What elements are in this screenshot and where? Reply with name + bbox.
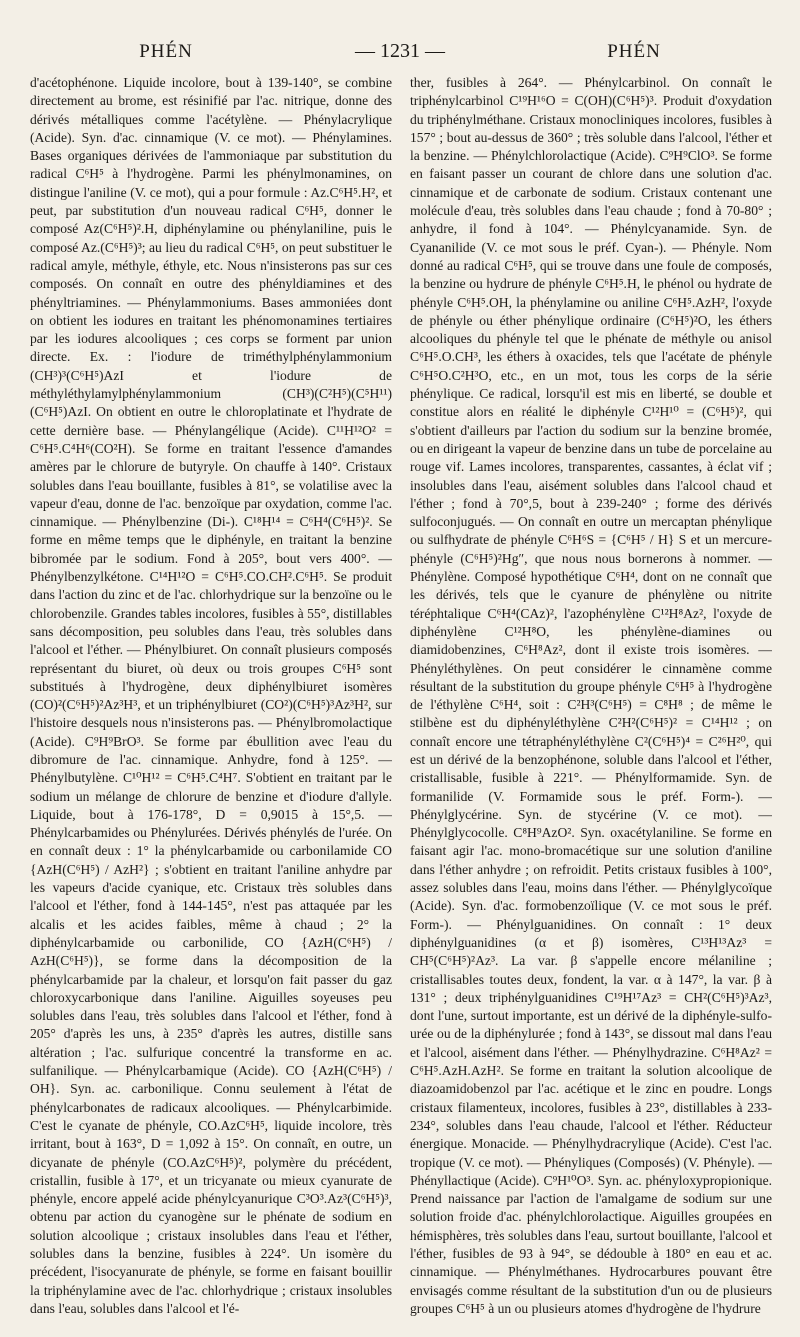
page-number: — 1231 — [355, 40, 445, 62]
left-column [30, 74, 392, 1319]
right-column-text: ther, fusibles à 264°. — Phénylcarbinol. On connaît le triphénylcarbinol C¹⁹H¹⁶O = C(OH)(C⁶H⁵)³. Produit d'oxydation du triphénylméthane. Cristaux monocliniques incolores, fusibles à 157° ; bout au-dessus de 360° ; très soluble dans l'alcool, l'éther et la benzine. — Phénylchlorolactique (Acide). C⁹H⁹ClO³. Se forme en faisant passer un courant de chlore dans une solution d'ac. cinnamique et de carbonate de sodium. Cristaux contenant une molécule d'eau, très solubles dans l'eau chaude ; fond à 70-80° ; anhydre, il fond à 104°. — Phénylcyanamide. Syn. de Cyananilide (V. ce mot sous le préf. Cyan-). — Phényle. Nom donné au radical C⁶H⁵, qui se trouve dans une foule de composés, la benzine ou hydrure de phényle C⁶H⁵.H, le phénol ou hydrate de phényle C⁶H⁵.OH, la phénylamine ou aniline C⁶H⁵.AzH², l'oxyde de phényle ou éther phénylique ordinaire (C⁶H⁵)²O, les éthers alcooliques du phényle tel que le phénate de méthyle ou anisol C⁶H⁵.O.CH³, les éthers à oxacides, tels que l'acétate de phényle C⁶H⁵O.C²H³O, etc., en un mot, tous les corps de la série phénylique. Ce radical, lorsqu'il est mis en liberté, se double et constitue alors en réalité le diphényle C¹²H¹⁰ = (C⁶H⁵)², qui s'obtient d'ailleurs par l'action du sodium sur la benzine bromée, ou en dirigeant la vapeur de benzine dans un tube de porcelaine au rouge vif. Lames incolores, transparentes, cassantes, à éclat vif ; insolubles dans l'eau, aisément solubles dans l'alcool chaud et l'éther ; fond à 70°,5, bout à 239-240° ; forme des dérivés sulfoconjugués. — On connaît en outre un mercaptan phénylique ou sulfhydrate de phényle C⁶H⁶S = {C⁶H⁵ / H} S et un mercure-phényle (C⁶H⁵)²Hg″, que nous nous bornerons à nommer. — Phénylène. Composé hypothétique C⁶H⁴, dont on ne connaît que les dérivés, tels que le cyanure de phénylène ou nitrite téréphtalique C⁶H⁴(CAz)², l'azophénylène C¹²H⁸Az², l'oxyde de diphénylène C¹²H⁸O, les phénylène-diamines ou diamidobenzines, C⁶H⁸Az², dont il existe trois isomères. — Phényléthylènes. On peut considérer le cinnamène comme résultant de la substitution du groupe phényle C⁶H⁵ à l'hydrogène de l'éthylène C⁶H⁴, soit : C²H³(C⁶H⁵) = C⁸H⁸ ; de même le stilbène est du diphényléthylène C²H²(C⁶H⁵)² = C¹⁴H¹² ; on connaît encore une tétraphényléthylène C²(C⁶H⁵)⁴ = C²⁶H²⁰, qui est un dérivé de la benzophénone, soluble dans l'alcool et l'éther, cristallisable, fusible à 221°. — Phénylformamide. Syn. de formanilide (V. Formamide sous le préf. Form-). — Phénylglycérine. Syn. de stycérine (V. ce mot). — Phénylglycocolle. C⁸H⁹AzO². Syn. oxacétylaniline. Se forme en faisant agir l'ac. mono-bromacétique sur une solution d'aniline dans l'éther anhydre ; on refroidit. Petits cristaux fusibles à 100°, assez solubles dans l'eau, moins dans l'éther. — Phénylglycoïque (Acide). Syn. d'ac. formobenzoïlique (V. ce mot sous le préf. Form-). — Phénylguanidines. On connaît : 1° deux diphénylguanidines (α et β) isomères, C¹³H¹³Az³ = CH⁵(C⁶H⁵)²Az³. La var. β s'appelle encore mélaniline ; cristallisables toutes deux, fondent, la var. α à 147°, la var. β à 131° ; deux triphénylguanidines C¹⁹H¹⁷Az³ = CH²(C⁶H⁵)³Az³, dont l'une, surtout importante, est un dérivé de la diphényle-sulfo-urée ou de la diphénylurée ; fond à 143°, se dissout mal dans l'eau et l'alcool, aisément dans l'éther. — Phénylhydrazine. C⁶H⁸Az² = C⁶H⁵.AzH.AzH². Se forme en traitant la solution alcoolique de diazoamidobenzol par l'ac. acétique et le zinc en poudre. Longs cristaux filamenteux, incolores, fusibles à 23°, distillables à 233-234°, solubles dans l'eau chaude, l'alcool et l'éther. Réducteur énergique. Monacide. — Phénylhydracrylique (Acide). C'est l'ac. tropique (V. ce mot). — Phényliques (Composés) (V. Phényle). — Phényllactique (Acide). C⁹H¹⁰O³. Syn. ac. phényloxypropionique. Prend naissance par l'action de l'amalgame de sodium sur une solution froide d'ac. phénylchlorolactique. Aiguilles groupées en hémisphères, très solubles dans l'eau, surtout bouillante, l'alcool et l'éther, fusibles de 93 à 94°, se dédouble à 180° en eau et ac. cinnamique. — Phénylméthanes. Hydrocarbures pouvant être envisagés comme résultant de la substitution d'un ou de plusieurs groupes C⁶H⁵ à un ou plusieurs atomes d'hydrogène de l'hydrure [410, 75, 772, 1316]
left-column-text: d'acétophénone. Liquide incolore, bout à 139-140°, se combine directement au brome, est résinifié par l'ac. nitrique, donne des dérivés métalliques comme l'acétylène. — Phénylacrylique (Acide). Syn. d'ac. cinnamique (V. ce mot). — Phénylamines. Bases organiques dérivées de l'ammoniaque par substitution du radical C⁶H⁵ à l'hydrogène. Parmi les phénylmonamines, on distingue l'aniline (V. ce mot), qui a pour formule : Az.C⁶H⁵.H², et peut, par substitution d'un nouveau radical C⁶H⁵, donner le composé Az(C⁶H⁵)².H, diphénylamine ou phénylaniline, puis le composé Az.(C⁶H⁵)³; au lieu du radical C⁶H⁵, on peut substituer le radical amyle, méthyle, éthyle, etc. Nous n'insisterons pas sur ces composés. On connaît en outre des phényldiamines et des phényltriamines. — Phénylammoniums. Bases ammoniées dont on obtient les iodures en traitant les phénomonamines tertiaires par les iodures alcooliques ; ces corps se forment par union directe. Ex. : l'iodure de triméthylphénylammonium (CH³)³(C⁶H⁵)AzI et l'iodure de méthyléthylamylphénylammonium (CH³)(C²H⁵)(C⁵H¹¹)(C⁶H⁵)AzI. On obtient en outre le chloroplatinate et l'hydrate de cette dernière base. — Phénylangélique (Acide). C¹¹H¹²O² = C⁶H⁵.C⁴H⁶(CO²H). Se forme en traitant l'essence d'amandes amères par le chlorure de butyryle. On chauffe à 140°. Cristaux solubles dans l'eau bouillante, fusibles à 81°, se volatilise avec la vapeur d'eau, donne de l'ac. benzoïque par oxydation, comme l'ac. cinnamique. — Phénylbenzine (Di-). C¹⁸H¹⁴ = C⁶H⁴(C⁶H⁵)². Se forme en même temps que le diphényle, en traitant la benzine bibromée par le sodium. Fond à 205°, bout vers 400°. — Phénylbenzylkétone. C¹⁴H¹²O = C⁶H⁵.CO.CH².C⁶H⁵. Se produit dans l'action du zinc et de l'ac. chlorhydrique sur la benzoïne ou le chlorobenzile. Grandes tables incolores, fusibles à 55°, distillables sans décomposition, peu solubles dans l'eau, très solubles dans l'alcool et l'éther. — Phénylbiuret. On connaît plusieurs composés représentant du biuret, où deux ou trois groupes C⁶H⁵ sont substitués à l'hydrogène, deux diphénylbiuret isomères (CO)²(C⁶H⁵)²Az³H³, et un triphénylbiuret (CO²)(C⁶H⁵)³Az³H², sur l'histoire desquels nous n'insisterons pas. — Phénylbromolactique (Acide). C⁹H⁹BrO³. Se forme par ébullition avec l'eau du dibromure de l'ac. cinnamique. Anhydre, fond à 125°. — Phénylbutylène. C¹⁰H¹² = C⁶H⁵.C⁴H⁷. S'obtient en traitant par le sodium un mélange de chlorure de benzine et d'iodure d'allyle. Liquide, bout à 176-178°, D = 0,9015 à 15°,5. — Phénylcarbamides ou Phénylurées. Dérivés phénylés de l'urée. On en connaît deux : 1° la phénylcarbamide ou carbonilamide CO {AzH(C⁶H⁵) / AzH²} ; s'obtient en traitant l'aniline anhydre par les vapeurs d'acide cyanique, etc. Cristaux très solubles dans l'alcool et l'éther, fond à 144-145°, n'est pas attaquée par les alcalis et les acides faibles, même à chaud ; 2° la diphénylcarbamide ou carbonilide, CO {AzH(C⁶H⁵) / AzH(C⁶H⁵)}, se forme dans la décomposition de la phénylcarbamide par la chaleur, et lorsqu'on fait passer du gaz chloroxycarbonique dans l'aniline. Aiguilles soyeuses peu solubles dans l'eau, très solubles dans l'alcool et l'éther, fond à 205° d'après les uns, à 235° d'après les autres, distille sans altération ; l'ac. sulfurique concentré la transforme en ac. sulfanilique. — Phénylcarbamique (Acide). CO {AzH(C⁶H⁵) / OH}. Syn. ac. carbonilique. Connu seulement à l'état de phénylcarbonates de radicaux alcooliques. — Phénylcarbimide. C'est le cyanate de phényle, CO.AzC⁶H⁵, liquide incolore, très irritant, bout à 163°, D = 1,092 à 15°. On connaît, en outre, un dicyanate de phényle (CO.AzC⁶H⁵)², polymère du précédent, cristallin, fusible à 17°, et un tricyanate ou mieux cyanurate de phényle, encore appelé acide phénylcyanurique C³O³.Az³(C⁶H⁵)³, obtenu par action du cyanogène sur le phénate de sodium en solution alcoolique ; cristaux insolubles dans l'eau et l'éther, solubles dans la benzine, fusibles à 224°. Un isomère du précédent, l'isocyanurate de phényle, se forme en faisant bouillir la triphénylamine avec de l'ac. chlorhydrique ; cristaux insolubles dans l'eau, solubles dans l'alcool et l'é- [30, 75, 392, 1316]
running-header [36, 40, 764, 74]
text-columns [30, 74, 772, 1319]
header-right-term: PHÉN [607, 41, 661, 62]
right-column [410, 74, 772, 1319]
header-left-term: PHÉN [139, 41, 193, 62]
